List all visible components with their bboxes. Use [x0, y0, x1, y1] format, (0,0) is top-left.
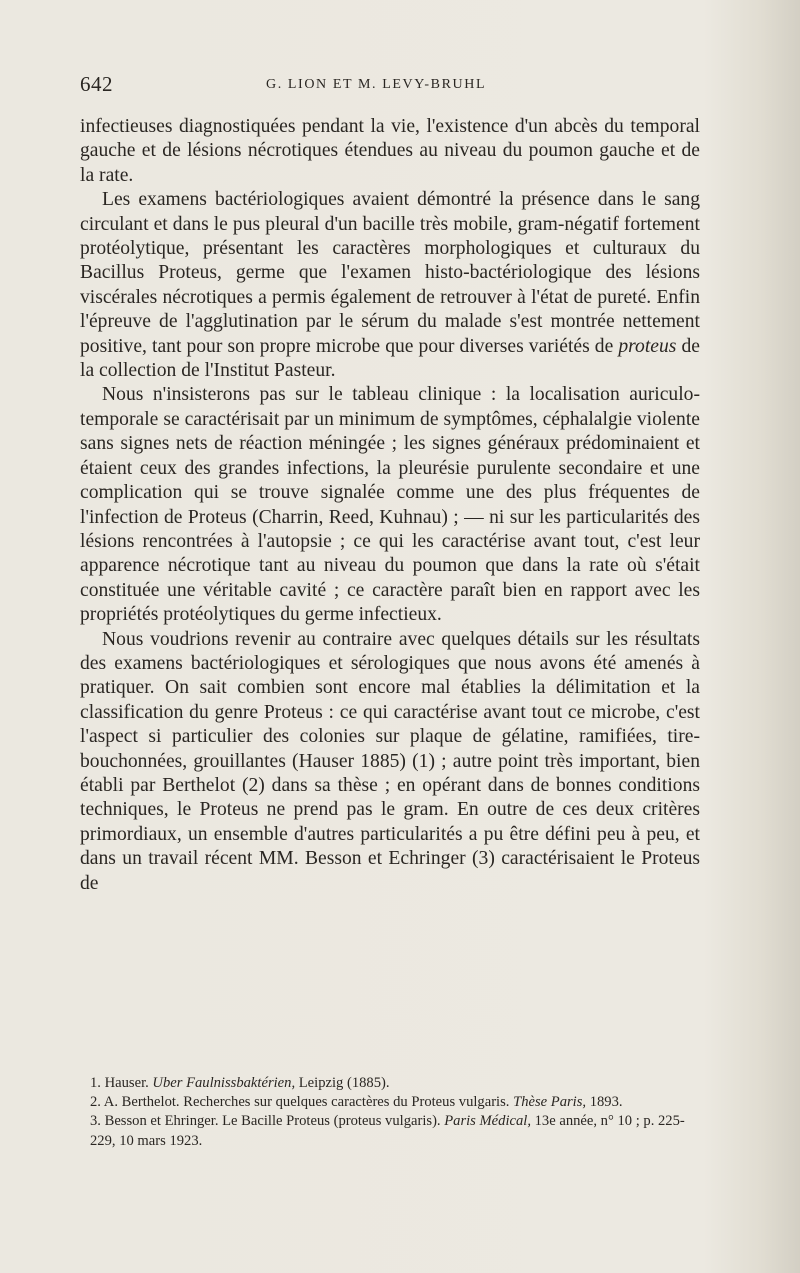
footnote-3-italic: Paris Médical,: [444, 1113, 531, 1130]
paragraph-2-text-a: Les examens bactériologiques avaient démontré la présence dans le sang circulant et dans le pus pleural d'un bacille très mobile, gram-négatif fortement protéolytique, présentant les caractères morphologiques et culturaux du Bacillus Proteus, germe que l'examen histo-bactériologique des lésions viscérales nécrotiques a permis également de retrouver à l'état de pureté. Enfin l'épreuve de l'agglutination par le sérum du malade s'est montrée nettement positive, tant pour son propre microbe que pour diverses variétés de: [80, 189, 700, 357]
paragraph-3: Nous n'insisterons pas sur le tableau clinique : la localisation auriculo-temporale se caractérisait par un minimum de symptômes, céphalalgie violente sans signes nets de réaction méningée ; les signes généraux prédominaient et étaient ceux des grandes infections, la pleurésie purulente secondaire et une complication qui se trouve signalée comme une des plus fréquentes de l'infection de Proteus (Charrin, Reed, Kuhnau) ; — ni sur les particularités des lésions rencontrées à l'autopsie ; ce qui les caractérise avant tout, c'est leur apparence nécrotique tant au niveau du poumon que dans la rate où s'était constituée une véritable cavité ; ce caractère paraît bien en rapport avec les propriétés protéolytiques du germe infectieux.: [80, 384, 700, 626]
paragraph-1: infectieuses diagnostiquées pendant la vie, l'existence d'un abcès du temporal gauche et de lésions nécrotiques étendues au niveau du poumon gauche et de la rate.: [80, 116, 700, 186]
footnote-2-italic: Thèse Paris,: [513, 1094, 587, 1111]
paragraph-2-text-b: de la collection de l'Institut Pasteur.: [80, 335, 700, 382]
footnote-3: [80, 1112, 702, 1150]
footnote-1-text-b: Leipzig (1885).: [295, 1075, 390, 1091]
paragraph-4: Nous voudrions revenir au contraire avec quelques détails sur les résultats des examens bactériologiques et sérologiques que nous avons été amenés à pratiquer. On sait combien sont encore mal établies la délimitation et la classification du genre Proteus : ce qui caractérise avant tout ce microbe, c'est l'aspect si particulier des colonies sur plaque de gélatine, ramifiées, tire-bouchonnées, grouillantes (Hauser 1885) (1) ; autre point très important, bien établi par Berthelot (2) dans sa thèse ; en opérant dans de bonnes conditions techniques, le Proteus ne prend pas le gram. En outre de ces deux critères primordiaux, un ensemble d'autres particularités a pu être défini peu à peu, et dans un travail récent MM. Besson et Echringer (3) caractérisaient le Proteus de: [80, 628, 700, 894]
page-number: 642: [80, 72, 113, 96]
footnotes: [80, 1074, 702, 1151]
paragraph-2: [80, 188, 700, 383]
footnote-2-text-b: 1893.: [586, 1094, 623, 1111]
footnote-3-text-a: 3. Besson et Ehringer. Le Bacille Proteus (proteus vulgaris).: [90, 1113, 445, 1130]
footnote-1: [80, 1074, 702, 1093]
footnote-1-italic: Uber Faulnissbaktérien,: [152, 1075, 296, 1091]
footnote-3-text-b: 13e année, n° 10 ; p. 225-229, 10 mars 1923.: [90, 1113, 685, 1149]
footnote-1-text-a: 1. Hauser.: [90, 1075, 153, 1091]
paragraph-2-italic: proteus: [618, 335, 677, 357]
footnote-2-text-a: 2. A. Berthelot. Recherches sur quelques caractères du Proteus vulgaris.: [90, 1094, 514, 1111]
footnote-2: [80, 1093, 702, 1112]
page-header: [80, 72, 704, 102]
body-text: [80, 115, 700, 896]
running-head: G. LION ET M. LEVY-BRUHL: [266, 77, 487, 92]
